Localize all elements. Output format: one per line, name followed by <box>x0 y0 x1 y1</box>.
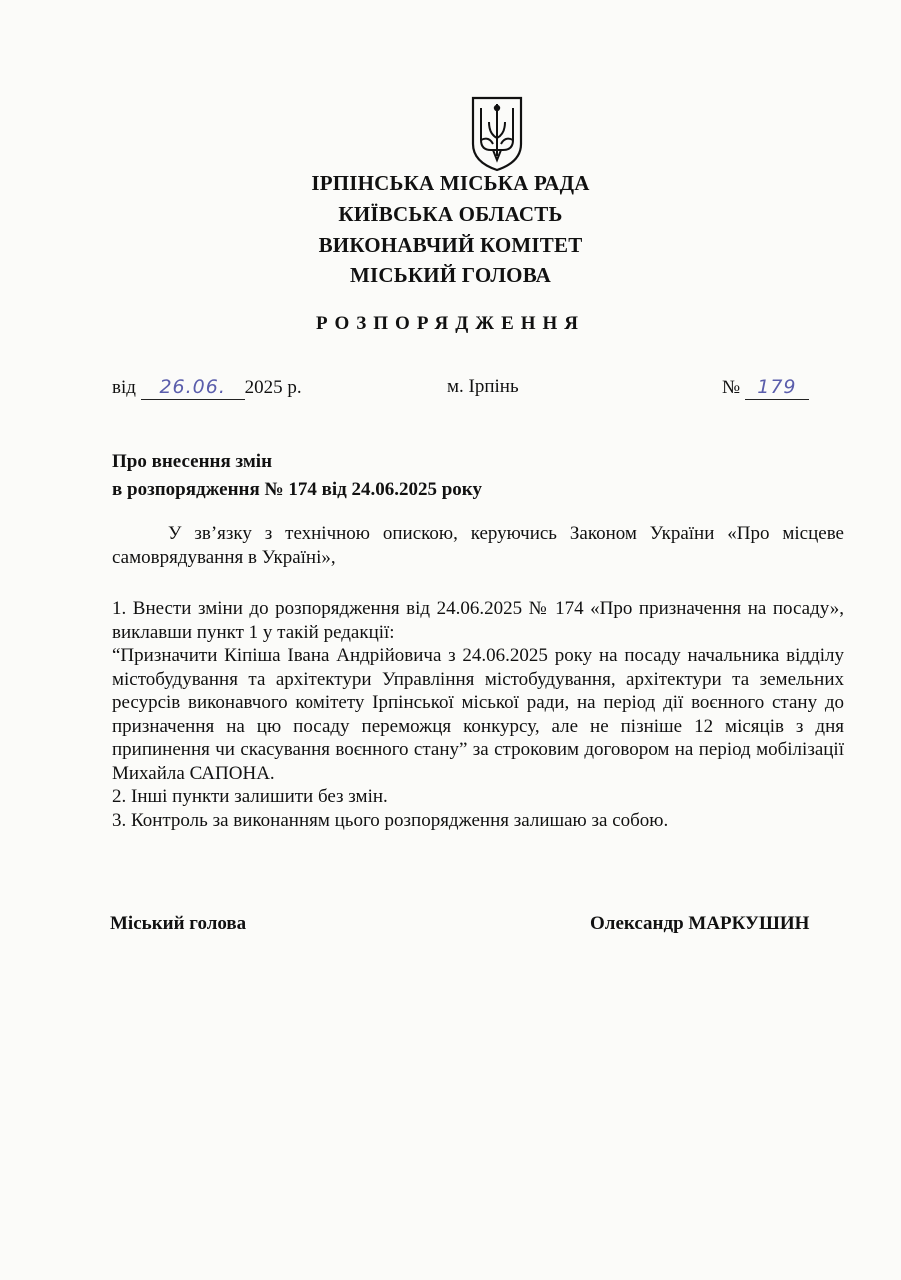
number-handwritten-field <box>745 376 809 400</box>
header-mayor: МІСЬКИЙ ГОЛОВА <box>350 263 551 287</box>
signature-name: Олександр МАРКУШИН <box>590 913 810 934</box>
item-3: 3. Контроль за виконанням цього розпорядження залишаю за собою. <box>112 809 669 831</box>
item-1: 1. Внести зміни до розпорядження від 24.06.2025 № 174 «Про призначення на посаду», виклавши пункт 1 у такій редакції: <box>112 598 844 643</box>
signature-position: Міський голова <box>110 913 247 934</box>
date-handwritten-field <box>141 376 245 400</box>
date-line <box>112 376 302 400</box>
city: м. Ірпінь <box>447 376 519 397</box>
preamble-block <box>112 522 844 569</box>
coat-of-arms-emblem <box>469 94 525 172</box>
date-prefix: від <box>112 377 136 398</box>
subject-block <box>112 448 482 504</box>
number-prefix: № <box>722 377 741 398</box>
item-1-quote: “Призначити Кіпіша Івана Андрійовича з 24.06.2025 року на посаду начальника відділу містобудування та архітектури Управління містобудування, архітектури та земельних ресурсів виконавчого комітету Ірпінської міської ради, на період дії воєнного стану до призначення на цю посаду переможця конкурсу, але не пізніше 12 місяців з дня припинення чи скасування воєнного стану” за строковим договором на період мобілізації Михайла САПОНА. <box>112 645 844 784</box>
number-line <box>722 376 809 400</box>
document-title: РОЗПОРЯДЖЕННЯ <box>315 313 586 334</box>
subject-line-2: в розпорядження № 174 від 24.06.2025 року <box>112 479 482 500</box>
items-block <box>112 597 844 832</box>
date-suffix: 2025 р. <box>244 377 302 398</box>
item-2: 2. Інші пункти залишити без змін. <box>112 786 388 807</box>
header-council-name: ІРПІНСЬКА МІСЬКА РАДА <box>311 171 590 195</box>
header-committee: ВИКОНАВЧИЙ КОМІТЕТ <box>318 233 583 257</box>
preamble-text: У зв’язку з технічною опискою, керуючись Законом України «Про місцеве самоврядування в Україні», <box>112 523 844 568</box>
subject-line-1: Про внесення змін <box>112 451 273 472</box>
date-handwritten: 26.06. <box>159 376 226 398</box>
number-handwritten: 179 <box>757 376 797 398</box>
header-region: КИЇВСЬКА ОБЛАСТЬ <box>338 202 563 226</box>
